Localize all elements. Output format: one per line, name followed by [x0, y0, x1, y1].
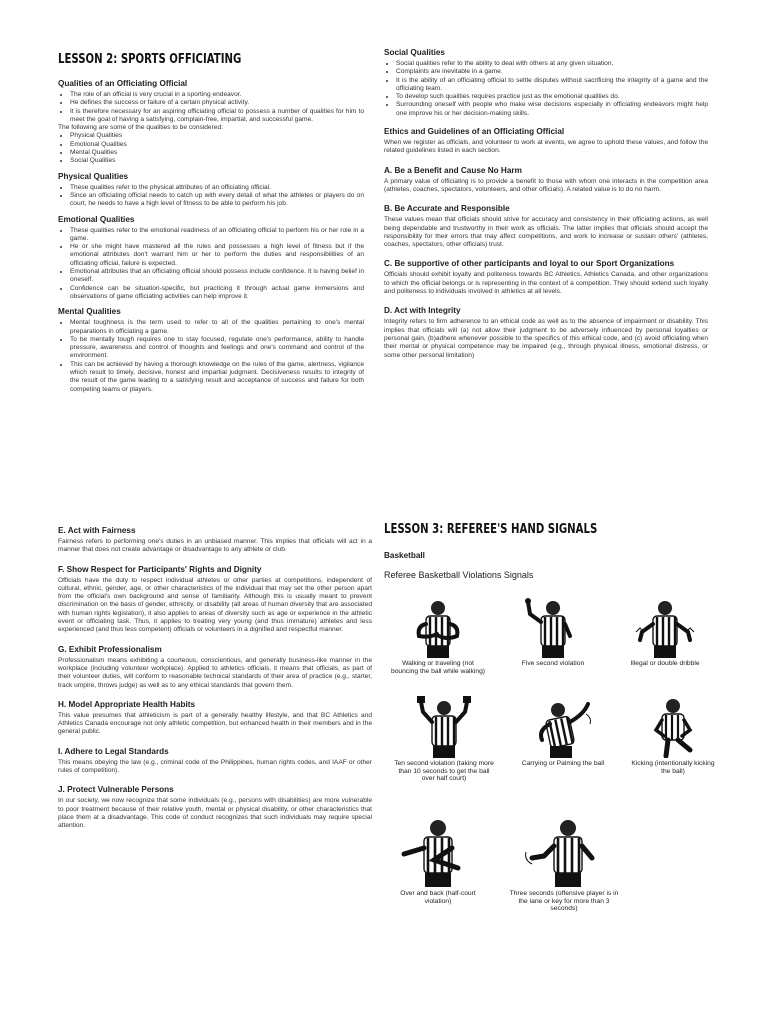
guideline-f-text: Officials have the duty to respect individual athletes or other parties at competitions, independent of cultural, ethnic, gender, age, or other characteristics of the individual that may set the other person apart from the official's own background and sense of familiarity. Although this is usually meant to prevent discrimination on the basis of gender, ethnicity, or disability (all areas of human diversity that are associated with human rights legislation), it also applies to areas of diversity such as age or experience in the athletic event or officiating task. Thus, it applies to treating very young (and thus immature) athletes and less experienced (and thus less competent) officials or volunteers in a dignified and respectful manner.: [58, 576, 372, 634]
emotional-heading: Emotional Qualities: [58, 214, 135, 224]
signal-over-and-back: [388, 818, 488, 905]
guideline-e-text: Fairness refers to performing one's duties in an unbiased manner. This implies that officials will act in a manner that does not create advantage or disadvantage to any athlete or club.: [58, 538, 372, 554]
emotional-bullets: [58, 227, 364, 302]
list-item: • This can be achieved by having a thorough knowledge on the rules of the game, alertness, vigilance which result to timely, decisive, honest and impartial judgment. Decisiveness results to integrity of the result of the game leading to a satisfying result and acceptance of success and failure for both competing teams or players.: [70, 361, 364, 394]
signal-carrying: [509, 696, 617, 768]
guideline-a-text: A primary value of officiating is to provide a benefit to those with whom one interacts in the competition area (athletes, coaches, spectators, volunteers, and other officials). A related value is to do no harm.: [384, 177, 708, 193]
physical-bullets: [58, 184, 364, 209]
referee-double-dribble-illustration: [630, 596, 700, 658]
list-item: • Social Qualities: [70, 157, 364, 165]
list-item: • He or she might have mastered all the rules and possesses a high level of fitness but if the emotional attributes don't warrant him or her to perform the duties and responsibilities of an officiating official, failure is expected.: [70, 243, 364, 268]
list-item: • To develop such qualities requires practice just as the emotional qualities do.: [396, 93, 708, 101]
lesson2-column: [58, 52, 364, 394]
signal-caption: Five second violation: [521, 660, 585, 667]
list-item: • Social qualities refer to the ability to deal with others at any given situation.: [396, 60, 708, 68]
guideline-c-heading: C. Be supportive of other participants and loyal to our Sport Organizations: [384, 259, 675, 269]
list-item: • Emotional attributes that an officiating official should possess include confidence. It is having belief in oneself.: [70, 268, 364, 285]
signal-caption: Carrying or Palming the ball: [521, 760, 605, 767]
guideline-j-text: In our society, we now recognize that some individuals (e.g., persons with disabilities) are more vulnerable to poor treatment because of their relative youth, mental or physical disability, or other characteristics that place them at a disadvantage. This code of conduct recognizes that such individuals may require special attention.: [58, 797, 372, 830]
guideline-h-text: This value presumes that athleticism is part of a generally healthy lifestyle, and that BC Athletics and Athletics Canada encourage not only athletic competition, but enhanced health in their members and in the general public.: [58, 711, 372, 736]
list-item: • It is the ability of an officiating official to settle disputes without sacrificing the integrity of a game and the officiating team.: [396, 77, 708, 94]
signal-caption: Walking or traveling (not bouncing the ball while walking): [390, 660, 486, 675]
physical-heading: Physical Qualities: [58, 171, 129, 181]
signal-caption: Over and back (half-court violation): [400, 890, 476, 905]
signal-caption: Illegal or double dribble: [630, 660, 700, 667]
guideline-e-heading: E. Act with Fairness: [58, 526, 136, 535]
signal-caption: Ten second violation (taking more than 10 seconds to get the ball over half court): [394, 760, 494, 783]
signal-kicking: [627, 696, 719, 775]
guideline-b-heading: B. Be Accurate and Responsible: [384, 204, 510, 214]
lesson3-header: [384, 522, 708, 580]
signal-caption: Three seconds (offensive player is in the lane or key for more than 3 seconds): [509, 890, 619, 913]
sport-label: Basketball: [384, 551, 425, 560]
lesson2-title: LESSON 2: SPORTS OFFICIATING: [58, 52, 242, 67]
list-item: • It is therefore necessary for an aspiring officiating official to possess a number of qualities for him to meet the goal of having a satisfying, complain-free, impartial, and successful game.: [70, 108, 364, 125]
guideline-g-text: Professionalism means exhibiting a courteous, conscientious, and generally business-like manner in the workplace (including volunteer workplace). Applied to athletics officials, it means that officials, as part of their volunteer duties, will conform to reasonable technical standards of their area of practice (e.g., starter, track umpire, throws judge) as well as to any ethical standards that govern them.: [58, 656, 372, 689]
ethics-column: [384, 48, 708, 360]
signal-five-second: [503, 596, 603, 668]
qualities-heading: Qualities of an Officiating Official: [58, 79, 188, 88]
signal-walking: [388, 596, 488, 675]
qualities-bullets: [58, 91, 364, 124]
guideline-c-text: Officials should exhibit loyalty and politeness towards BC Athletics, Athletics Canada, and other organizations to which the official belongs or is representing in the context of a competition. They should extend such loyalty and politeness to individuals involved in athletics at all levels.: [384, 271, 708, 296]
social-heading: Social Qualities: [384, 48, 445, 57]
signal-caption: Kicking (intentionally kicking the ball): [631, 760, 715, 775]
list-item: • Mental Qualities: [70, 149, 364, 157]
list-item: • Mental toughness is the term used to refer to all of the qualities pertaining to one's mental preparations in officiating a game.: [70, 319, 364, 336]
mental-bullets: [58, 319, 364, 394]
referee-kicking-illustration: [638, 696, 708, 758]
signal-three-seconds: [508, 818, 620, 913]
referee-carrying-illustration: [528, 696, 598, 758]
ethics-text: When we register as officials, and volunteer to work at events, we agree to uphold these values, and follow the related guidelines listed in each section.: [384, 139, 708, 155]
list-item: • To be mentally tough requires one to stay focused, regulate one's performance, ability to handle pressure, awareness and control of thoughts and feelings and one's command and control of the environment.: [70, 336, 364, 361]
guideline-b-text: These values mean that officials should strive for accuracy and consistency in their officiating actions, as well being dependable and trustworthy in their work as officials. The latter implies that officials should accept the responsibility for their errors that may affect competitions, and work to increase or sustain others' (athletes, coaches, spectators, other officials) trust.: [384, 216, 708, 249]
signal-illegal-dribble: [615, 596, 715, 668]
referee-five-second-illustration: [518, 596, 588, 658]
social-bullets: [384, 60, 708, 118]
list-item: • The role of an official is very crucial in a sporting endeavor.: [70, 91, 364, 99]
list-item: • Emotional Qualities: [70, 141, 364, 149]
guideline-j-heading: J. Protect Vulnerable Persons: [58, 785, 174, 795]
list-item: • These qualities refer to the emotional readiness of an officiating official to perform his or her role in a game.: [70, 227, 364, 244]
list-item: • Physical Qualities: [70, 132, 364, 140]
qualities-intro: The following are some of the qualities to be considered:: [58, 124, 223, 132]
signals-subtitle: Referee Basketball Violations Signals: [384, 570, 534, 580]
guideline-i-heading: I. Adhere to Legal Standards: [58, 746, 169, 756]
guideline-a-heading: A. Be a Benefit and Cause No Harm: [384, 165, 522, 175]
referee-traveling-illustration: [403, 596, 473, 658]
qualities-list: [58, 132, 364, 165]
guideline-f-heading: F. Show Respect for Participants' Rights and Dignity: [58, 564, 262, 574]
list-item: • These qualities refer to the physical attributes of an officiating official.: [70, 184, 364, 192]
guideline-d-text: Integrity refers to firm adherence to an ethical code as well as to the absence of impairment or disability. This implies that officials will (a) not allow their judgment to be adversely influenced by personal loyalties or personal gain, (b)adhere whenever possible to the specifics of this ethical code, and (c) avoid officiating when their mental or physical competence may be impaired (e.g., through physical illness, emotional distress, or some other personal limitation): [384, 318, 708, 359]
list-item: • Complaints are inevitable in a game.: [396, 68, 708, 76]
ethics-continued-column: [58, 526, 372, 831]
guideline-i-text: This means obeying the law (e.g., criminal code of the Philippines, human rights codes, and IAAF or other rules of competition).: [58, 758, 372, 775]
signal-ten-second: [394, 696, 494, 783]
list-item: • He defines the success or failure of a certain physical activity.: [70, 99, 364, 107]
referee-three-seconds-illustration: [524, 818, 604, 888]
referee-ten-second-illustration: [409, 696, 479, 758]
ethics-heading: Ethics and Guidelines of an Officiating Official: [384, 127, 565, 137]
list-item: • Confidence can be situation-specific, but practicing it through actual game immersions and observations of game officiating activities can help improve it.: [70, 285, 364, 302]
mental-heading: Mental Qualities: [58, 307, 121, 317]
guideline-h-heading: H. Model Appropriate Health Habits: [58, 699, 196, 709]
guideline-d-heading: D. Act with Integrity: [384, 306, 461, 316]
referee-over-and-back-illustration: [398, 818, 478, 888]
lesson3-title: LESSON 3: REFEREE'S HAND SIGNALS: [384, 522, 598, 537]
list-item: • Since an officiating official needs to catch up with every detail of what the athletes or players do on court, he needs to have a high level of fitness to be able to perform his job.: [70, 192, 364, 209]
list-item: • Surrounding oneself with people who make wise decisions especially in officiating endeavors might help one improve his or her decision-making skills.: [396, 101, 708, 118]
guideline-g-heading: G. Exhibit Professionalism: [58, 644, 162, 654]
